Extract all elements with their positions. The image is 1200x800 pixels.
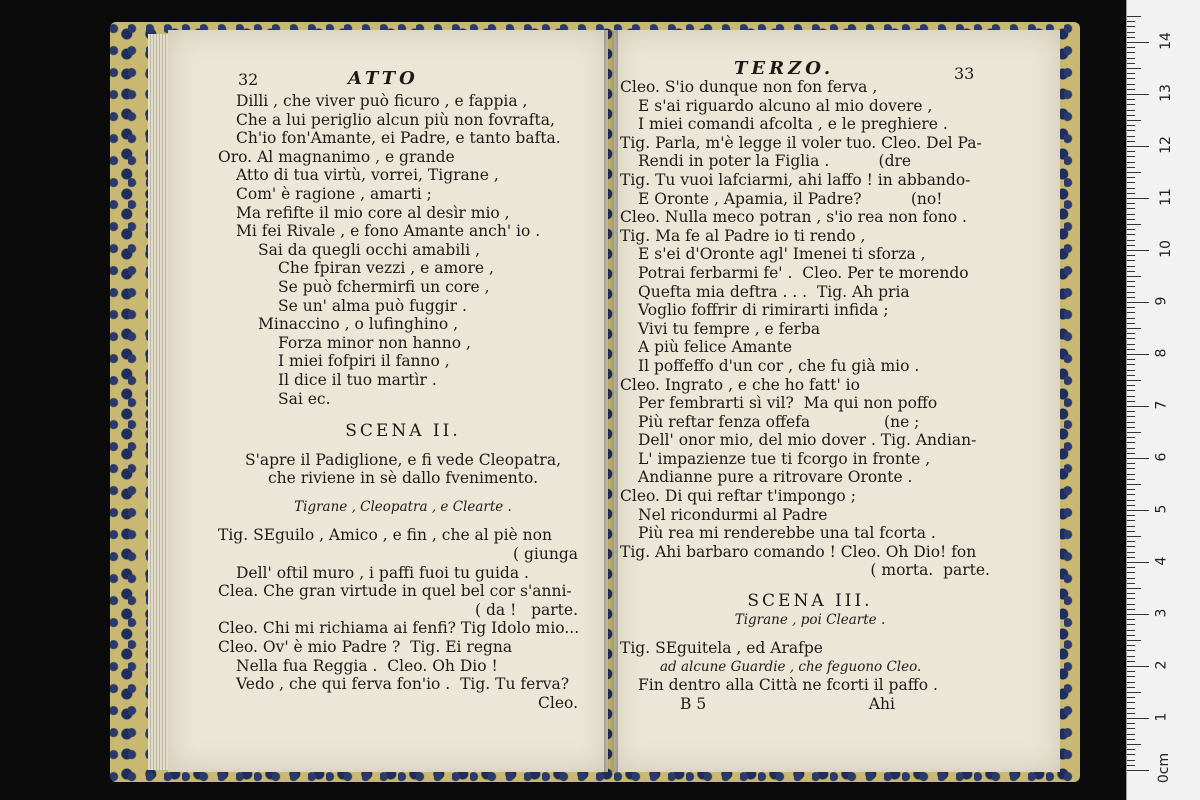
ruler-tick — [1127, 489, 1135, 490]
ruler-number: 4 — [1153, 556, 1170, 566]
text-line: Cleo. Ingrato , e che ho fatt' io — [620, 375, 860, 394]
ruler-tick — [1127, 520, 1135, 521]
text-line: Voglio foffrir di rimirarti infida ; — [638, 301, 889, 320]
text-line: Minaccino , o lufinghino , — [258, 315, 459, 334]
text-line: Che fpiran vezzi , e amore , — [278, 259, 494, 278]
ruler-tick — [1127, 650, 1135, 651]
ruler-tick — [1127, 754, 1135, 755]
ruler-number: 2 — [1153, 660, 1170, 670]
ruler-tick — [1127, 697, 1135, 698]
page-number: 33 — [954, 64, 975, 83]
text-line: E Oronte , Apamia, il Padre? (no! — [638, 189, 943, 208]
text-line: Dell' onor mio, del mio dover . Tig. Andian- — [638, 431, 977, 450]
text-line: A più felice Amante — [638, 338, 793, 357]
ruler-tick — [1127, 32, 1135, 33]
ruler-tick — [1127, 255, 1135, 256]
page-edges — [148, 34, 170, 770]
book-gutter — [604, 30, 618, 772]
ruler-tick — [1127, 401, 1135, 402]
ruler-number: 8 — [1153, 348, 1170, 358]
ruler-tick — [1127, 234, 1135, 235]
ruler-tick — [1127, 552, 1135, 553]
ruler-tick — [1127, 370, 1135, 371]
ruler-tick — [1127, 494, 1135, 495]
ruler-tick — [1127, 146, 1149, 147]
dialogue-line: Nella fua Reggia . Cleo. Oh Dio ! — [236, 656, 498, 675]
ruler-number: 13 — [1157, 84, 1174, 102]
text-line: Andianne pure a ritrovare Oronte . — [638, 468, 913, 487]
dialogue-line: Clea. Che gran virtude in quel bel cor s'anni- — [218, 582, 572, 601]
ruler-tick — [1127, 676, 1135, 677]
ruler-tick — [1127, 375, 1135, 376]
character-list: Tigrane , Cleopatra , e Clearte . — [294, 498, 512, 515]
ruler-tick — [1127, 562, 1149, 563]
ruler-tick — [1127, 760, 1135, 761]
ruler-tick — [1127, 422, 1135, 423]
dialogue-line: ( da ! parte. — [475, 600, 578, 619]
text-line: E s'ei d'Oronte agl' Imenei ti sforza , — [638, 245, 926, 264]
ruler-number: 11 — [1157, 188, 1174, 206]
text-line: Per fembrarti sì vil? Ma qui non poffo — [638, 394, 938, 413]
ruler-tick — [1127, 713, 1135, 714]
ruler-tick — [1127, 141, 1135, 142]
text-line: Sai da quegli occhi amabili , — [258, 240, 481, 259]
ruler-tick — [1127, 702, 1135, 703]
ruler-tick — [1127, 583, 1135, 584]
text-line: Più reftar fenza offefa (ne ; — [638, 412, 920, 431]
ruler-tick — [1127, 396, 1135, 397]
text-line: Cleo. S'io dunque non fon ferva , — [620, 78, 878, 96]
ruler-tick — [1127, 682, 1135, 683]
ruler-tick — [1127, 666, 1149, 667]
ruler-number: 7 — [1153, 400, 1170, 410]
ruler-tick — [1127, 37, 1135, 38]
ruler-tick — [1127, 42, 1149, 43]
ruler-tick — [1127, 52, 1135, 53]
ruler-tick — [1127, 598, 1135, 599]
ruler-tick — [1127, 739, 1135, 740]
ruler-tick — [1127, 328, 1141, 329]
ruler-tick — [1127, 526, 1135, 527]
ruler-tick — [1127, 359, 1135, 360]
ruler-tick — [1127, 68, 1141, 69]
ruler-tick — [1127, 245, 1135, 246]
dialogue-line: ad alcune Guardie , che feguono Cleo. — [660, 658, 922, 675]
ruler-tick — [1127, 723, 1135, 724]
text-line: Mi fei Rivale , e fono Amante anch' io . — [236, 222, 541, 241]
ruler-tick — [1127, 448, 1135, 449]
text-line: Più rea mi renderebbe una tal fcorta . — [638, 524, 936, 543]
ruler-tick — [1127, 390, 1135, 391]
text-line: Vivi tu fempre , e ferba — [638, 319, 821, 338]
text-line: I miei comandi afcolta , e le preghiere . — [638, 115, 948, 134]
ruler-tick — [1127, 338, 1135, 339]
text-line: I miei fofpiri il fanno , — [278, 352, 450, 371]
ruler-tick — [1127, 99, 1135, 100]
ruler-tick — [1127, 104, 1135, 105]
ruler-tick — [1127, 229, 1135, 230]
ruler-tick — [1127, 505, 1135, 506]
ruler-tick — [1127, 224, 1141, 225]
dialogue-line: Cleo. — [538, 693, 578, 712]
ruler-tick — [1127, 271, 1135, 272]
ruler-tick — [1127, 567, 1135, 568]
ruler-tick — [1127, 120, 1141, 121]
ruler-tick — [1127, 588, 1141, 589]
ruler-number: 9 — [1153, 296, 1170, 306]
ruler-tick — [1127, 151, 1135, 152]
ruler-tick — [1127, 167, 1135, 168]
ruler-tick — [1127, 500, 1135, 501]
ruler-number: 5 — [1153, 504, 1170, 514]
ruler-tick — [1127, 208, 1135, 209]
text-line: L' impazienze tue ti fcorgo in fronte , — [638, 449, 931, 468]
text-line: Nel ricondurmi al Padre — [638, 505, 828, 524]
ruler-tick — [1127, 240, 1135, 241]
ruler-tick — [1127, 203, 1135, 204]
dialogue-line: Tig. SEguilo , Amico , e fin , che al piè non — [218, 526, 552, 545]
text-line: Se un' alma può fuggir . — [278, 296, 467, 315]
text-line: E s'ai riguardo alcuno al mio dovere , — [638, 96, 933, 115]
ruler-tick — [1127, 364, 1135, 365]
ruler-tick — [1127, 63, 1135, 64]
ruler-tick — [1127, 416, 1135, 417]
dialogue-line: Fin dentro alla Città ne fcorti il paffo . — [638, 676, 938, 695]
ruler-tick — [1127, 130, 1135, 131]
ruler-tick — [1127, 624, 1135, 625]
ruler-tick — [1127, 177, 1135, 178]
text-line: Il dice il tuo martìr . — [278, 370, 437, 389]
dialogue-line: Cleo. Ov' è mio Padre ? Tig. Ei regna — [218, 638, 513, 657]
ruler-tick — [1127, 162, 1135, 163]
text-line: Se può fchermirfi un core , — [278, 277, 490, 296]
ruler-tick — [1127, 609, 1135, 610]
ruler-unit-label: 0cm — [1156, 752, 1173, 784]
ruler-tick — [1127, 411, 1135, 412]
ruler-tick — [1127, 546, 1135, 547]
ruler-tick — [1127, 47, 1135, 48]
left-page — [168, 30, 608, 772]
ruler-tick — [1127, 286, 1135, 287]
ruler-number: 10 — [1157, 240, 1174, 258]
ruler-tick — [1127, 58, 1135, 59]
ruler-tick — [1127, 16, 1141, 17]
ruler-tick — [1127, 110, 1135, 111]
ruler-tick — [1127, 593, 1135, 594]
ruler-tick — [1127, 692, 1141, 693]
ruler-tick — [1127, 442, 1135, 443]
text-line: Rendi in poter la Figlia . (dre — [638, 152, 912, 171]
text-line: Ch'io fon'Amante, ei Padre, e tanto bafta. — [236, 129, 561, 148]
dialogue-line: B 5 Ahi — [680, 695, 895, 713]
ruler-tick — [1127, 437, 1135, 438]
ruler-tick — [1127, 619, 1135, 620]
text-line: Potrai ferbarmi fe' . Cleo. Per te morendo — [638, 263, 969, 282]
ruler-tick — [1127, 656, 1135, 657]
right-page — [614, 30, 1060, 772]
ruler-tick — [1127, 344, 1135, 345]
running-head: TERZO. — [734, 58, 835, 79]
text-line: Tig. Ma fe al Padre io ti rendo , — [620, 226, 866, 245]
character-list: Tigrane , poi Clearte . — [734, 611, 886, 628]
ruler-tick — [1127, 432, 1141, 433]
ruler-tick — [1127, 307, 1135, 308]
scene-heading: SCENA II. — [345, 421, 461, 442]
ruler-tick — [1127, 266, 1135, 267]
stage-direction: che riviene in sè dallo fvenimento. — [267, 469, 539, 488]
ruler-tick — [1127, 385, 1135, 386]
text-line: Tig. Tu vuoi lafciarmi, ahi laffo ! in abbando- — [620, 170, 971, 189]
ruler-tick — [1127, 281, 1135, 282]
text-line: Che a lui periglio alcun più non fovrafta, — [236, 110, 555, 129]
ruler-tick — [1127, 260, 1135, 261]
ruler-tick — [1127, 297, 1135, 298]
ruler-tick — [1127, 89, 1135, 90]
ruler-tick — [1127, 84, 1135, 85]
ruler-tick — [1127, 645, 1135, 646]
dialogue-line: ( giunga — [513, 545, 578, 564]
dialogue-line: Vedo , che qui ferva fon'io . Tig. Tu ferva? — [236, 675, 570, 694]
ruler-tick — [1127, 115, 1135, 116]
text-line: ( morta. parte. — [870, 561, 990, 580]
ruler-tick — [1127, 671, 1135, 672]
scene-heading: SCENA III. — [747, 591, 873, 612]
ruler-tick — [1127, 156, 1135, 157]
ruler-tick — [1127, 708, 1135, 709]
dialogue-line: Dell' oftil muro , i paffi fuoi tu guida . — [236, 563, 529, 582]
ruler-tick — [1127, 136, 1135, 137]
text-line: Quefta mia deftra . . . Tig. Ah pria — [638, 282, 910, 301]
ruler-tick — [1127, 198, 1149, 199]
running-head: ATTO — [348, 68, 419, 89]
ruler-tick — [1127, 515, 1135, 516]
ruler-tick — [1127, 463, 1135, 464]
ruler-tick — [1127, 640, 1141, 641]
ruler-tick — [1127, 687, 1135, 688]
ruler-tick — [1127, 214, 1135, 215]
text-line: Cleo. Di qui reftar t'impongo ; — [620, 487, 856, 506]
ruler-tick — [1127, 172, 1141, 173]
text-line: Atto di tua virtù, vorrei, Tigrane , — [236, 166, 499, 185]
ruler-tick — [1127, 94, 1149, 95]
page-number: 32 — [238, 70, 259, 89]
dialogue-line: Cleo. Chi mi richiama ai fenfi? Tig Idolo mio... — [218, 619, 580, 638]
ruler-tick — [1127, 427, 1135, 428]
ruler-tick — [1127, 734, 1135, 735]
ruler-tick — [1127, 73, 1135, 74]
ruler-number: 1 — [1153, 712, 1170, 722]
ruler-tick — [1127, 276, 1141, 277]
ruler-tick — [1127, 458, 1149, 459]
ruler-tick — [1127, 292, 1135, 293]
ruler-tick — [1127, 541, 1135, 542]
ruler-tick — [1127, 302, 1149, 303]
ruler-tick — [1127, 635, 1135, 636]
text-line: Cleo. Nulla meco potran , s'io rea non fono . — [620, 208, 967, 227]
stage-direction: S'apre il Padiglione, e fi vede Cleopatra, — [244, 450, 562, 469]
text-line: Com' è ragione , amarti ; — [236, 184, 432, 203]
text-line: Forza minor non hanno , — [278, 333, 471, 352]
text-line: Dilli , che viver può ficuro , e fappia , — [236, 92, 528, 110]
ruler-tick — [1127, 510, 1149, 511]
ruler-tick — [1127, 728, 1135, 729]
ruler-tick — [1127, 193, 1135, 194]
ruler-tick — [1127, 474, 1135, 475]
ruler-tick — [1127, 604, 1135, 605]
text-line: Ma refifte il mio core al desìr mio , — [236, 203, 510, 222]
ruler-tick — [1127, 453, 1135, 454]
ruler-number: 6 — [1153, 452, 1170, 462]
dialogue-line: Tig. SEguitela , ed Arafpe — [620, 639, 823, 658]
ruler-tick — [1127, 531, 1135, 532]
ruler-tick — [1127, 78, 1135, 79]
ruler-number: 3 — [1153, 608, 1170, 618]
ruler-tick — [1127, 630, 1135, 631]
ruler-tick — [1127, 765, 1135, 766]
text-line: Il poffeffo d'un cor , che fu già mio . — [638, 356, 920, 375]
ruler-tick — [1127, 536, 1141, 537]
right-page-text — [620, 78, 1000, 714]
ruler-tick — [1127, 354, 1149, 355]
ruler-tick — [1127, 578, 1135, 579]
ruler-tick — [1127, 323, 1135, 324]
ruler-tick — [1127, 770, 1149, 771]
ruler-tick — [1127, 661, 1135, 662]
ruler-tick — [1127, 406, 1149, 407]
ruler-tick — [1127, 479, 1135, 480]
ruler-tick — [1127, 182, 1135, 183]
ruler-number: 12 — [1157, 136, 1174, 154]
ruler-tick — [1127, 349, 1135, 350]
ruler-tick — [1127, 484, 1141, 485]
ruler-tick — [1127, 572, 1135, 573]
ruler-tick — [1127, 749, 1135, 750]
ruler-tick — [1127, 718, 1149, 719]
measurement-ruler — [1126, 0, 1200, 800]
ruler-tick — [1127, 380, 1141, 381]
ruler-tick — [1127, 188, 1135, 189]
text-line: Sai ec. — [278, 389, 331, 408]
ruler-tick — [1127, 312, 1135, 313]
ruler-tick — [1127, 468, 1135, 469]
ruler-tick — [1127, 318, 1135, 319]
ruler-tick — [1127, 219, 1135, 220]
text-line: Tig. Parla, m'è legge il voler tuo. Cleo. Del Pa- — [620, 133, 982, 152]
text-line: Tig. Ahi barbaro comando ! Cleo. Oh Dio! fon — [620, 542, 977, 561]
ruler-tick — [1127, 26, 1135, 27]
ruler-tick — [1127, 614, 1149, 615]
ruler-tick — [1127, 125, 1135, 126]
left-page-text — [218, 92, 588, 712]
ruler-tick — [1127, 21, 1135, 22]
ruler-tick — [1127, 250, 1149, 251]
ruler-tick — [1127, 744, 1141, 745]
ruler-tick — [1127, 557, 1135, 558]
ruler-tick — [1127, 333, 1135, 334]
text-line: Oro. Al magnanimo , e grande — [218, 147, 455, 166]
ruler-number: 14 — [1157, 32, 1174, 50]
